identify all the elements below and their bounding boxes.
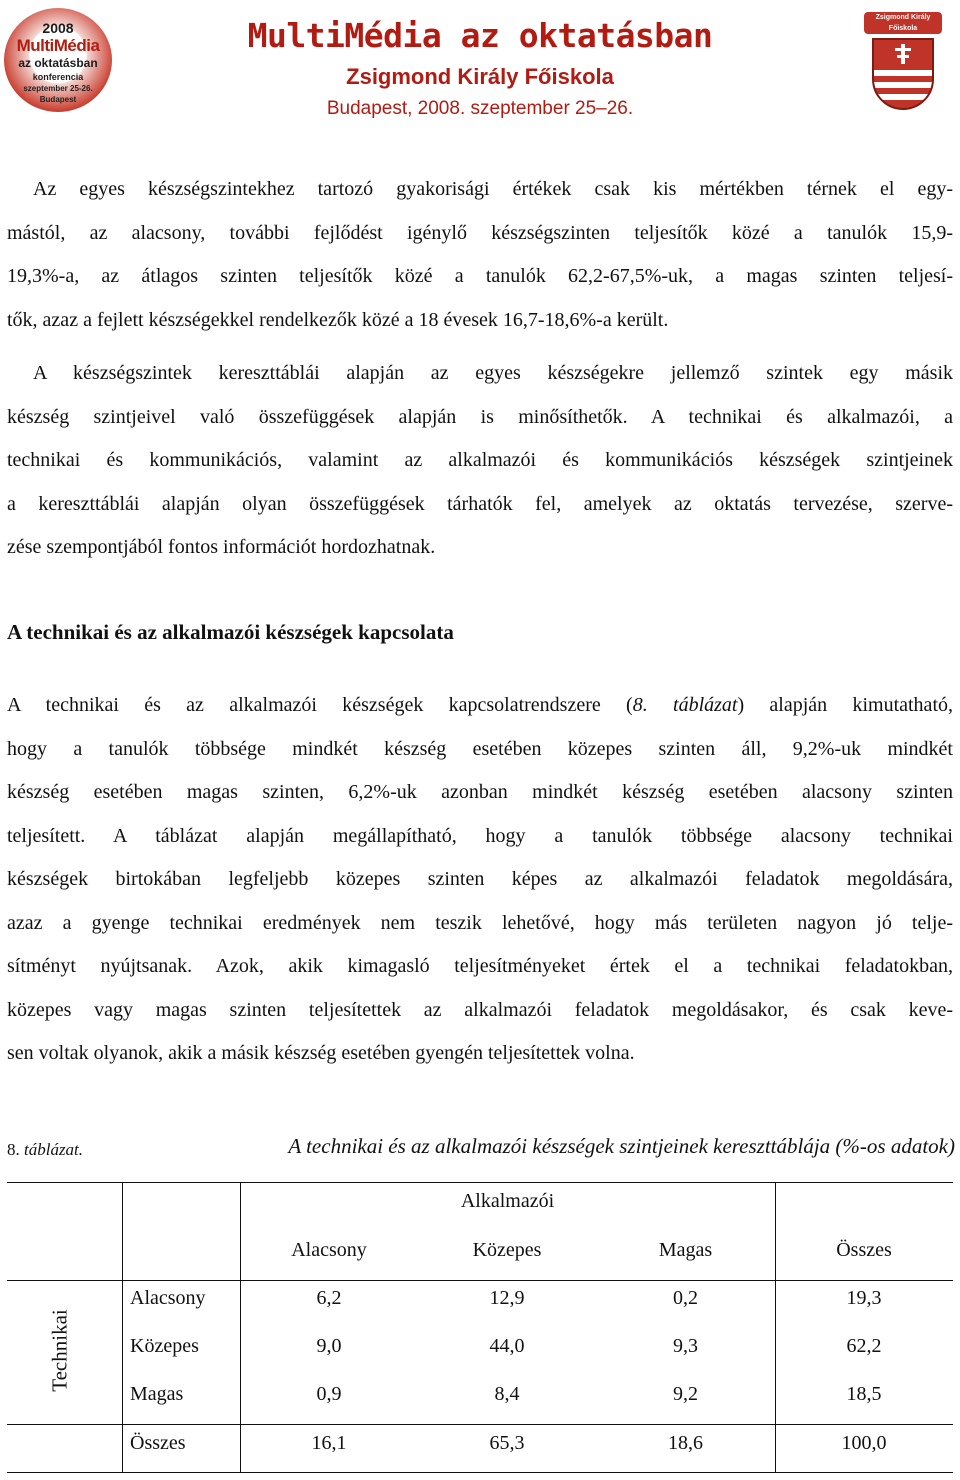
table-bottom-rule: [7, 1472, 953, 1473]
crest-banner-line1: Zsigmond Király: [875, 14, 931, 21]
paragraph-line: technikai és kommunikációs, valamint az alkalmazói és kommunikációs készségek szintjeinek: [7, 449, 953, 471]
caption-number: 8.: [7, 1140, 20, 1159]
paragraph-text: ) alapján kimutatható,: [737, 694, 953, 716]
caption-label: táblázat.: [24, 1140, 84, 1159]
column-header: Közepes: [472, 1239, 542, 1261]
table-cell: 18,5: [846, 1383, 882, 1405]
table-cell: 62,2: [846, 1335, 882, 1357]
paragraph-line: zése szempontjából fontos információt hordozhatnak.: [7, 536, 436, 558]
table-cell: 19,3: [846, 1287, 882, 1309]
table-cell: 44,0: [489, 1335, 525, 1357]
column-header: Összes: [836, 1239, 892, 1261]
page-header: [0, 0, 960, 132]
crest-shield-icon: [872, 38, 934, 110]
table-caption-number: [7, 1140, 83, 1160]
total-cell: 65,3: [489, 1432, 525, 1454]
crest-banner: [864, 12, 942, 34]
paragraph-line: teljesített. A táblázat alapján megállapítható, hogy a tanulók többsége alacsony technikai: [7, 824, 953, 847]
logo-brand-sub: az oktatásban: [18, 56, 98, 70]
paragraph-line: készség esetében magas szinten, 6,2%-uk azonban mindkét készség esetében alacsony szinten: [7, 781, 953, 803]
paragraph-line: tők, azaz a fejlett készségekkel rendelkezők közé a 18 évesek 16,7-18,6%-a került.: [7, 308, 669, 331]
table-cell: 9,3: [673, 1335, 698, 1357]
column-group-header: Alkalmazói: [460, 1190, 555, 1212]
logo-brand: MultiMédia: [16, 36, 100, 55]
table-top-rule: [7, 1182, 953, 1183]
total-row-label: Összes: [130, 1432, 186, 1454]
table-reference-link[interactable]: 8. táblázat: [632, 694, 738, 716]
paragraph-line: A készségszintek kereszttáblái alapján az egyes készségekre jellemző szintek egy másik: [33, 362, 953, 384]
table-cell: 0,9: [316, 1383, 342, 1405]
section-heading: A technikai és az alkalmazói készségek kapcsolata: [7, 620, 454, 644]
column-header: Alacsony: [291, 1239, 367, 1261]
table-cell: 8,4: [494, 1383, 520, 1405]
column-header: Magas: [658, 1239, 713, 1261]
paragraph-line: sen voltak olyanok, akik a másik készség esetében gyengén teljesítettek volna.: [7, 1042, 635, 1064]
paragraph-line: készségek birtokában legfeljebb közepes szinten képes az alkalmazói feladatok megoldására,: [7, 868, 953, 890]
paragraph-line-with-reference: [7, 684, 953, 728]
total-cell: 16,1: [311, 1432, 347, 1454]
table-vrule: [240, 1182, 241, 1472]
paragraph-3: [7, 684, 953, 1076]
crosstab-table: [7, 1182, 953, 1472]
college-crest-logo: [852, 6, 954, 124]
paragraph-1: [7, 168, 953, 342]
table-cell: 6,2: [316, 1287, 342, 1309]
paragraph-line: hogy a tanulók többsége mindkét készség esetében közepes szinten áll, 9,2%-uk mindkét: [7, 737, 953, 760]
paragraph-line: mástól, az alacsony, további fejlődést igénylő készségszinten teljesítők közé a tanulók 15,9-: [7, 221, 953, 244]
table-cell: 9,0: [316, 1335, 342, 1357]
paragraph-line: azaz a gyenge technikai eredmények nem teszik lehetővé, hogy más területen nagyon jó telje-: [7, 911, 953, 934]
row-label: Alacsony: [130, 1287, 206, 1309]
table-total-rule: [7, 1424, 953, 1425]
table-cell: 0,2: [673, 1287, 698, 1309]
row-label: Magas: [130, 1383, 184, 1405]
header-title: MultiMédia az oktatásban: [247, 16, 713, 55]
paragraph-line: készség szintjeivel való összefüggések alapján is minősíthetők. A technikai és alkalmazói, a: [7, 405, 953, 428]
table-cell: 9,2: [673, 1383, 698, 1405]
logo-event: konferencia: [32, 72, 84, 82]
table-cell: 12,9: [489, 1287, 525, 1309]
total-cell: 100,0: [841, 1432, 887, 1454]
paragraph-line: közepes vagy magas szinten teljesítettek az alkalmazói feladatok megoldásakor, és csak keve-: [7, 998, 953, 1021]
crest-banner-line2: Főiskola: [888, 25, 918, 32]
row-label: Közepes: [130, 1335, 199, 1357]
logo-year: 2008: [42, 20, 74, 36]
table-header-rule: [7, 1280, 953, 1281]
paragraph-line: Az egyes készségszintekhez tartozó gyakorisági értékek csak kis mértékben térnek el egy-: [33, 178, 953, 200]
table-vrule: [122, 1182, 123, 1472]
paragraph-2: [7, 352, 953, 570]
row-group-header: Technikai: [47, 1309, 72, 1392]
paragraph-line: a kereszttáblái alapján olyan összefüggések tárhatók fel, amelyek az oktatás tervezése, szerve-: [7, 492, 953, 515]
paragraph-line: 19,3%-a, az átlagos szinten teljesítők közé a tanulók 62,2-67,5%-uk, a magas szinten teljesí-: [7, 265, 953, 287]
header-date: Budapest, 2008. szeptember 25–26.: [326, 98, 634, 119]
paragraph-line: sítményt nyújtsanak. Azok, akik kimagasló teljesítményeket értek el a technikai feladatokban,: [7, 955, 953, 977]
header-subtitle: Zsigmond Király Főiskola: [346, 64, 614, 89]
paragraph-text: A technikai és az alkalmazói készségek kapcsolatrendszere (: [7, 694, 633, 716]
logo-city: Budapest: [39, 95, 77, 104]
table-vrule: [775, 1182, 776, 1472]
total-cell: 18,6: [668, 1432, 703, 1454]
table-caption-title: A technikai és az alkalmazói készségek szintjeinek kereszttáblája (%-os adatok): [288, 1134, 955, 1158]
logo-date: szeptember 25-26.: [23, 84, 93, 93]
